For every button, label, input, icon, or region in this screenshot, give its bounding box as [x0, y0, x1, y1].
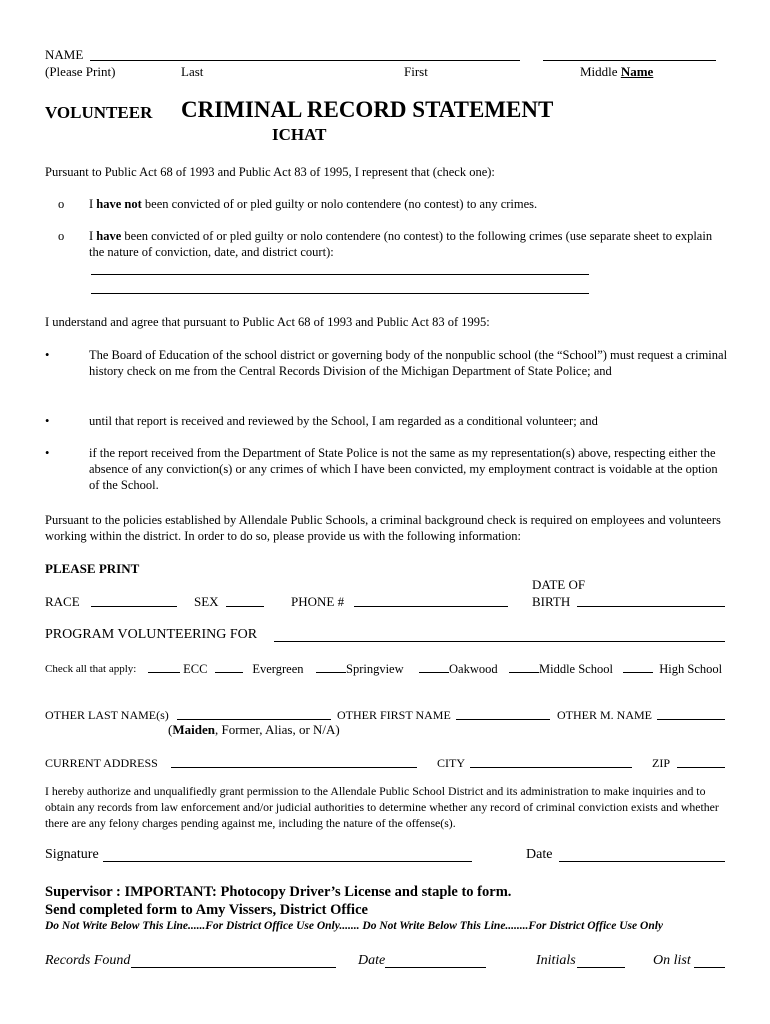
last-label: Last	[181, 64, 204, 79]
school-option-evergreen[interactable]: Evergreen	[215, 661, 304, 677]
bullet-marker: •	[45, 348, 50, 362]
option-have-not: I have not been convicted of or pled guilty or nolo contendere (no contest) to any crimes.	[89, 197, 538, 211]
please-print-note: (Please Print)	[45, 64, 116, 79]
dob-field[interactable]	[577, 606, 725, 607]
school-option-middle-school[interactable]: Middle School	[509, 661, 613, 677]
other-first-name-label: OTHER FIRST NAME	[337, 708, 451, 722]
office-date-field[interactable]	[385, 967, 486, 968]
school-option-ecc[interactable]: ECC	[148, 661, 207, 677]
program-field[interactable]	[274, 641, 725, 642]
policy-text: Pursuant to the policies established by Allendale Public Schools, a criminal background check is required on employees and volunteers working within the district. In order to do so, please provide us with the following information:	[45, 513, 721, 543]
authorization-text: I hereby authorize and unqualifiedly grant permission to the Allendale Public School District and its administration to make inquiries and to obtain any records from law enforcement and/or judicial authorities to determine whether any record of criminal conviction exists and whether there are any felony charges pending against me, including the nature of the offense(s).	[45, 784, 719, 830]
signature-field[interactable]	[103, 861, 472, 862]
race-field[interactable]	[91, 606, 177, 607]
middle-name-word: Name	[620, 64, 654, 79]
initials-label: Initials	[536, 953, 576, 968]
initials-field[interactable]	[577, 967, 625, 968]
sex-label: SEX	[194, 594, 219, 609]
dob-label-line2: BIRTH	[532, 594, 571, 609]
send-to-instruction: Send completed form to Amy Vissers, District Office	[45, 902, 368, 918]
middle-label: Middle Name	[580, 64, 654, 79]
program-label: PROGRAM VOLUNTEERING FOR	[45, 627, 258, 642]
crimes-line-2[interactable]	[91, 293, 589, 294]
understand-intro: I understand and agree that pursuant to Public Act 68 of 1993 and Public Act 83 of 1995:	[45, 315, 490, 329]
other-middle-name-field[interactable]	[657, 719, 725, 720]
page-subtitle: ICHAT	[272, 125, 327, 144]
statement-intro: Pursuant to Public Act 68 of 1993 and Public Act 83 of 1995, I represent that (check one):	[45, 165, 495, 179]
name-label: NAME	[45, 47, 84, 62]
zip-label: ZIP	[652, 756, 670, 770]
please-print-heading: PLEASE PRINT	[45, 561, 140, 576]
date-label: Date	[526, 847, 553, 862]
middle-name-line[interactable]	[543, 60, 716, 61]
office-use-banner: Do Not Write Below This Line......For District Office Use Only....... Do Not Write Below This Line........For District Office Use Only	[45, 920, 664, 932]
bullet-marker: •	[45, 446, 50, 460]
option-have: I have been convicted of or pled guilty or nolo contendere (no contest) to the following crimes (use separate sheet to explain the nature of conviction, date, and district court):	[89, 229, 713, 259]
check-all-label: Check all that apply:	[45, 663, 137, 675]
city-label: CITY	[437, 756, 465, 770]
school-option-springview[interactable]: Springview	[316, 661, 404, 677]
zip-field[interactable]	[677, 767, 725, 768]
phone-label: PHONE #	[291, 594, 345, 609]
signature-label: Signature	[45, 847, 99, 862]
current-address-label: CURRENT ADDRESS	[45, 756, 158, 770]
other-last-name-field[interactable]	[177, 719, 331, 720]
page-title: CRIMINAL RECORD STATEMENT	[181, 97, 554, 122]
checkbox-have[interactable]: o	[58, 229, 65, 243]
bullet-text: The Board of Education of the school district or governing body of the nonpublic school (the “School”) must request a criminal history check on me from the Central Records Division of the Michigan Department of State Police; and	[89, 348, 728, 378]
checkbox-have-not[interactable]: o	[58, 197, 65, 211]
school-option-high-school[interactable]: High School	[623, 661, 722, 677]
date-field[interactable]	[559, 861, 725, 862]
first-label: First	[404, 64, 428, 79]
records-found-field[interactable]	[131, 967, 336, 968]
bullet-marker: •	[45, 414, 50, 428]
records-found-label: Records Found	[45, 953, 131, 968]
bullet-text: if the report received from the Department of State Police is not the same as my representation(s) above, respecting either the absence of any conviction(s) or any crimes of which I have been convicted, my employment contract is voidable at the option of the School.	[89, 446, 718, 492]
other-first-name-field[interactable]	[456, 719, 550, 720]
on-list-field[interactable]	[694, 967, 725, 968]
sex-field[interactable]	[226, 606, 264, 607]
current-address-field[interactable]	[171, 767, 417, 768]
office-date-label: Date	[358, 953, 386, 968]
other-last-name-label: OTHER LAST NAME(s)	[45, 708, 169, 722]
on-list-label: On list	[653, 953, 691, 968]
city-field[interactable]	[470, 767, 632, 768]
bullet-text: until that report is received and reviewed by the School, I am regarded as a conditional volunteer; and	[89, 414, 598, 428]
supervisor-instruction: Supervisor : IMPORTANT: Photocopy Driver’s License and staple to form.	[45, 884, 512, 900]
dob-label-line1: DATE OF	[532, 577, 586, 592]
maiden-note: (Maiden, Former, Alias, or N/A)	[168, 722, 340, 737]
volunteer-label: VOLUNTEER	[45, 103, 153, 122]
race-label: RACE	[45, 594, 80, 609]
crimes-line-1[interactable]	[91, 274, 589, 275]
other-middle-name-label: OTHER M. NAME	[557, 708, 652, 722]
phone-field[interactable]	[354, 606, 508, 607]
last-first-name-line[interactable]	[90, 60, 520, 61]
school-option-oakwood[interactable]: Oakwood	[419, 661, 498, 677]
